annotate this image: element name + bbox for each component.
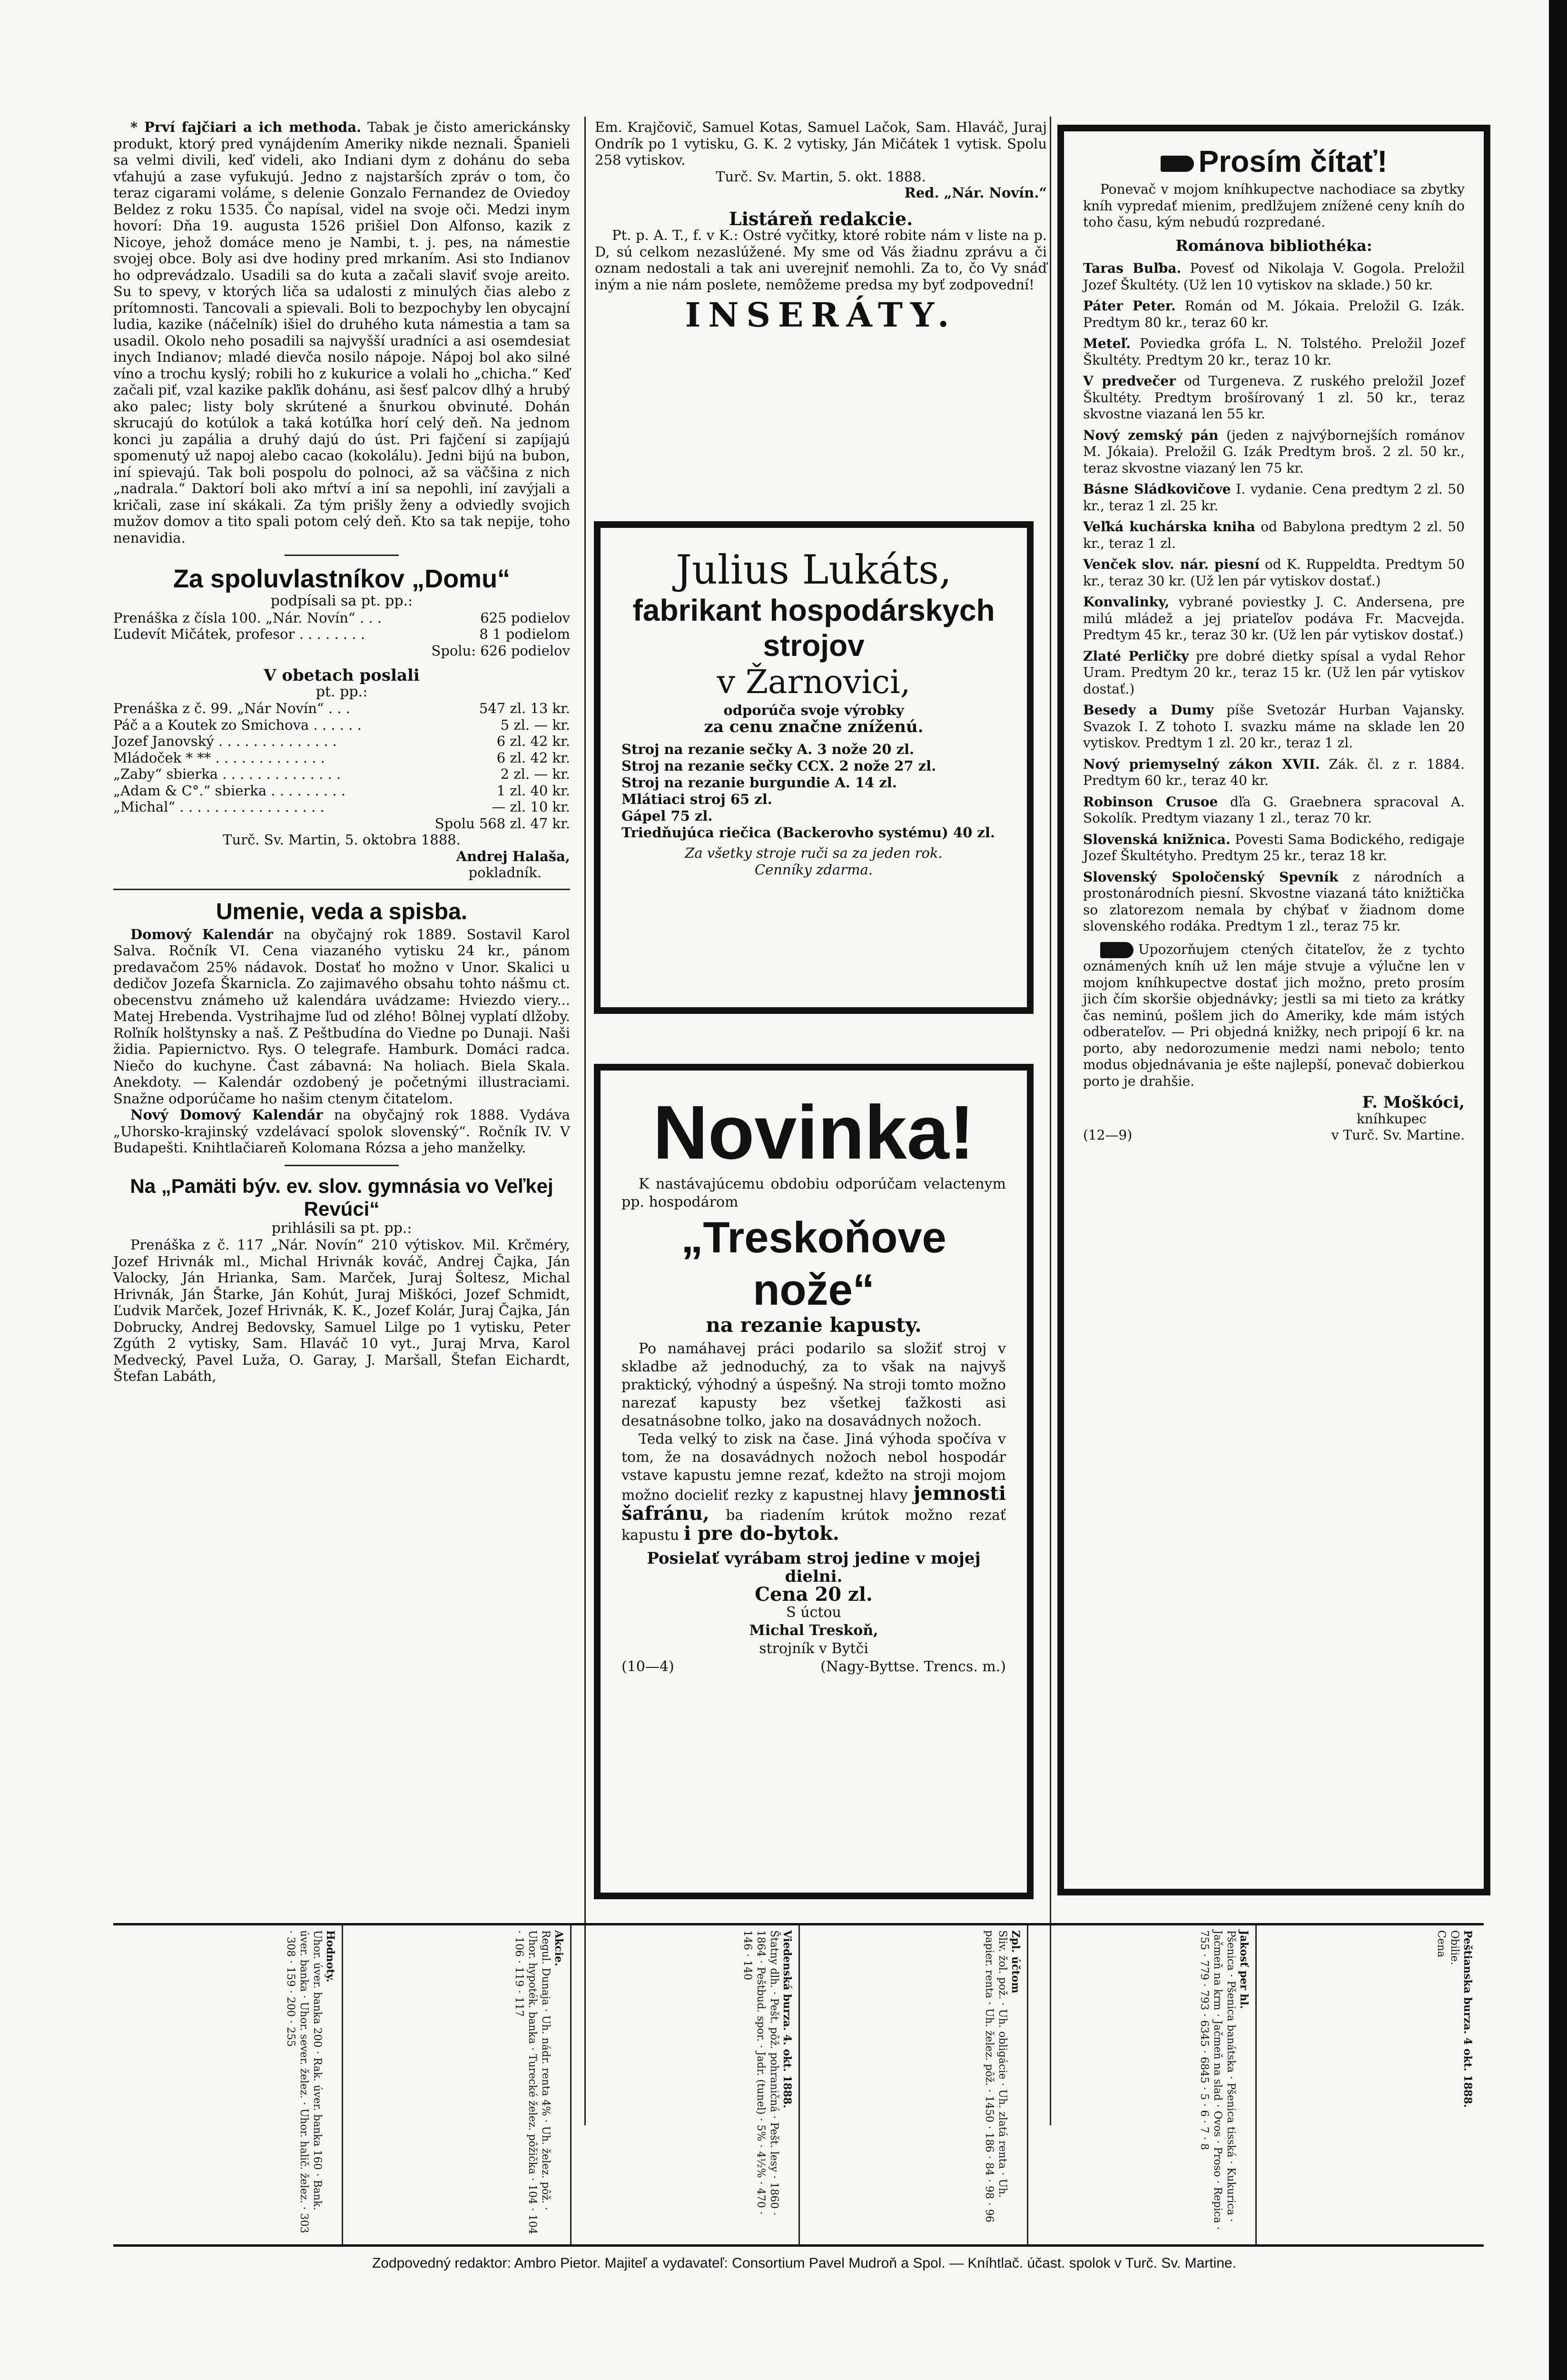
moskoci-role: kníhkupec — [1356, 1111, 1427, 1127]
table-col-pest: Peštianska burza. 4 okt. 1888. Obilie. Cena — [1435, 1930, 1474, 2108]
prosim-title: Prosím čítať! — [1083, 153, 1465, 172]
novinka-posting: Posielať vyrábam stroj jedine v mojej dielni. — [647, 1549, 981, 1586]
col2-place: Turč. Sv. Martin, 5. okt. 1888. — [716, 168, 926, 185]
novinka-greeting: S úctou — [786, 1604, 841, 1621]
tobacco-article — [113, 119, 570, 546]
divider — [285, 555, 399, 556]
list-item: V predvečer od Turgeneva. Z ruského preložil Jozef Škultéty. Predtym brošírovaný 1 zl. 50 kr., teraz skvostne viazaná len 55 kr. — [1083, 373, 1465, 422]
list-item: Prenáška z č. 99. „Nár Novín“ . . . 547 zl. 13 kr. — [113, 700, 570, 716]
prosim-intro: Ponevač v mojom kníhkupectve nachodiace sa zbytky kníh vypredať mienim, predlžujem znížené ceny kníh do toho času, kým nebudú rozpredané. — [1083, 181, 1465, 230]
table-col-akcie: Akcie. Regul. Dunaja · Uh. nádr. renta 4% · Uh. želez. pôž. · Uhor. hypoték. banka · Turecké želez. pôžička · 104 · 104 · 106 · 119 · 117 — [513, 1930, 565, 2234]
list-item: Prenáška z čísla 100. „Nár. Novín“ . . . 625 podielov — [113, 609, 570, 626]
umenie-p1: Domový Kalendár na obyčajný rok 1889. Sostavil Karol Salva. Ročník VI. Cena viazaného vytisku 24 kr., pánom predavačom 25% nádavok. Dostať ho možno v Unor. Skalici u dedičov Jozefa Škarnicla. Zo zajimavého obsahu tohto nášmu ct. obecenstvu známeho už kalendára uvádzame: Hviezdo viery... Matej Hrebenda. Vystrihajme ľud od zlého! Bôlnej vyplatí dlžoby. Roľník holštynsky a naš. Z Peštbudína do Viedne po Dunaji. Naši židia. Papiernictvo. Rys. O telegrafe. Hamburk. Domáci radca. Niečo do kuchyne. Čast zábavná: Na holiach. Biela Skala. Anekdoty. — Kalendár ozdobený je početnými illustraciami. Snažne odporúčame ho našim ctenym čitatelom. — [113, 926, 571, 1107]
list-item: Páč a a Koutek zo Smichova . . . . . . 5 zl. — kr. — [113, 716, 570, 733]
novinka-text2: Teda velký to zisk na čase. Jiná výhoda spočíva v tom, že na dosavádnych nožoch nebol hospodár vstave kapustu jemne rezať, kdežto na stroji mojom možno docieliť rezky z kapustnej hlavy jemnosti šafránu, ba riadením krútok možno rezať kapustu i pre do-bytok. — [621, 1431, 1006, 1545]
imprint-footer: Zodpovedný redaktor: Ambro Pietor. Majiteľ a vydavateľ: Consortium Pavel Mudroň a Spol. — Kníhtlač. účast. spolok v Turč. Sv. Martine. — [372, 2255, 1237, 2271]
list-item: Páter Peter. Román od M. Jókaia. Preložil G. Izák. Predtym 80 kr., teraz 60 kr. — [1083, 298, 1465, 330]
library-title: Románova bibliothéka: — [1175, 236, 1372, 255]
list-item: „Zaby“ sbierka . . . . . . . . . . . . . . 2 zl. — kr. — [113, 766, 570, 782]
column-left — [113, 119, 570, 1385]
obetach-role: pokladník. — [468, 864, 542, 881]
column-middle — [595, 119, 1047, 335]
table-col-zpl: Zpl. účtom Sliv. žol. pož. · Uh. obligácie · Uh. zlatá renta · Uh. papier. renta · Uh. želez. pôž. · 1450 · 186 · 84 · 98 · 96 — [983, 1930, 1022, 2222]
tobacco-text: Tabak je čisto americkánsky produkt, ktorý pred vynájdením Ameriky nikde neznali. Španieli sa velmi divili, keď videli, ako Indiani dym z dohánu do seba vťahujú a zase vyfukujú. Jedno z najstarších zpráv o tom, čo teraz cigarami voláme, s delenie Gonzalo Fernandez de Oviedoy Beldez z roku 1535. Čo napísal, videl na svoje oči. Medzi inym hovorí: Dňa 19. augusta 1526 prišiel Don Alfonso, kazik z Nicoye, jehož domáce meno je Nambi, t. j. pes, na námestie svojej obce. Boly asi dve hodiny pred mrkaním. Asi sto Indianov ho odprevádzalo. Usadili sa do kuta a začali slaviť svoje areito. Su to spevy, v ktorých liča sa udalosti z minulých čias alebo z prítomnosti. Tancovali a spievali. Boli to bezpochyby len obycajní ludia, kazike (náčelník) išiel do druhého kuta námestia a tam sa usadil. Okolo neho posadili sa najvyšší uradníci a asi osemdesiat inych Indianov; mladé dievča nosilo nápoje. Nápoj bol ako silné víno a trochu kyslý; robili ho z kukurice a volali ho „chicha.“ Keď začali piť, vzal kazike pakľik dohánu, asi šesť palcov dlhý a hrubý ako palec; listy boly skrútené a šnurkou obvinuté. Dohán skrucajú do kotúlok a taká kotúľka horí celý deň. Na jednom konci ju zapália a druhý dajú do úst. Pri fajčení si zapíjajú spomenutý už napoj alebo cacao (kokolálu). Jedni bijú na bubon, iní spievajú. Tak boli pospolu do polnoci, až sa väčšina z nich „nadrala.“ Daktorí boli ako mŕtví a iní sa nepohli, iní zavýjali a kričali, zase iní skákali. Za tým prišly ženy a odviedly svojich mužov domov a tito spali potom celý deň. Kto sa tak nepije, toho nenavidia. — [113, 119, 570, 546]
list-item: Robinson Crusoe dľa G. Graebnera spracoval A. Sokolík. Predtym viazany 1 zl., teraz 70 kr. — [1083, 793, 1465, 826]
list-item: Taras Buľba. Povesť od Nikolaja V. Gogola. Preložil Jozef Škultéty. (Už len 10 vytiskov na sklade.) 50 kr. — [1083, 260, 1465, 293]
list-item: Nový zemský pán (jeden z najvýbornejších románov M. Jókaia). Preložil G. Izák Predtym broš. 2 zl. 50 kr., teraz skvostne viazaný len 75 kr. — [1083, 427, 1465, 476]
list-item: Zlaté Perličky pre dobré dietky spísal a vydal Rehor Uram. Predtym 20 kr., teraz 15 kr. (Už len pár vytiskov dostať.) — [1083, 648, 1465, 697]
list-item: Veľká kuchárska kniha od Babylona predtym 2 zl. 50 kr., teraz 1 zl. — [1083, 519, 1465, 551]
pamati-continued: Em. Krajčovič, Samuel Kotas, Samuel Lačok, Sam. Hlaváč, Juraj Ondrík po 1 vytisku, G. K. 2 vytisky, Ján Mičátek 1 vytisk. Spolu 258 vytiskov. — [595, 119, 1047, 168]
market-table — [113, 1923, 1484, 2247]
pamati-subtitle: prihlásili sa pt. pp.: — [271, 1220, 412, 1237]
moskoci-ad — [1057, 125, 1490, 1895]
inseraty-title: INSERÁTY. — [685, 295, 957, 335]
list-item: Gápel 75 zl. — [621, 808, 713, 824]
novinka-product: „Treskoňove nože“ — [681, 1213, 946, 1314]
list-item: Ľudevít Mičátek, profesor . . . . . . . . 8 1 podielom — [113, 626, 570, 642]
pamati-title: Na „Pamäti býv. ev. slov. gymnásia vo Veľkej Revúci“ — [130, 1174, 553, 1220]
obetach-place: Turč. Sv. Martin, 5. oktobra 1888. — [223, 832, 461, 848]
list-item: Nový priemyselný zákon XVII. Zák. čl. z r. 1884. Predtym 60 kr., teraz 40 kr. — [1083, 756, 1465, 789]
list-item: Konvalinky, vybrané poviestky J. C. Andersena, pre milú mládež a jej priateľov podáva Fr. Macvejda. Predtym 45 kr., teraz 30 kr. (Už len pár vytiskov dostať.) — [1083, 594, 1465, 643]
divider — [113, 889, 570, 890]
novinka-price: Cena 20 zl. — [755, 1583, 873, 1606]
list-item: Stroj na rezanie sečky A. 3 nože 20 zl. — [621, 741, 915, 757]
novinka-purpose: na rezanie kapusty. — [706, 1313, 922, 1337]
domu-subtitle: podpísali sa pt. pp.: — [270, 593, 413, 609]
list-item: Venček slov. nár. piesní od K. Ruppeldta. Predtym 50 kr., teraz 30 kr. (Už len pár vytiskov dostať.) — [1083, 556, 1465, 589]
list-item: Meteľ. Poviedka grófa L. N. Tolstého. Preložil Jozef Škultéty. Predtym 20 kr., teraz 10 kr. — [1083, 336, 1465, 368]
umenie-p2: Nový Domový Kalendár na obyčajný rok 1888. Vydáva „Uhorsko-krajinský vzdelávací spolok slovenský“. Ročník IV. V Budapešti. Knihtlačiareň Kolomana Rózsa a jeho manželky. — [113, 1107, 571, 1156]
column-rule — [584, 117, 586, 2125]
moskoci-footer: (12—9) v Turč. Sv. Martine. — [1083, 1127, 1465, 1143]
list-item: Stroj na rezanie burgundie A. 14 zl. — [621, 774, 897, 791]
listaren-text: Pt. p. A. T., f. v K.: Ostré vyčitky, ktoré robite nám v liste na p. D, sú celkom nezaslúžené. My sme od Vás žiadnu zprávu a či oznam nedostali a tak ani uverejniť nemohli. Za to, čo Vy snáď iným a nie nám poslete, nemôžeme predsa my byť zodpovední! — [595, 227, 1047, 293]
novinka-ad — [594, 1064, 1034, 1899]
table-col-hodnoty: Hodnoty. Uhor. úver. banka 200 · Rak. úver. banka 160 · Bank. úver. banka · Uhor. sever. želez. · Uhor. halič. želez. · 303 · 308 · 159 · 200 · 255 — [285, 1930, 336, 2233]
lukats-place: v Žarnovici, — [717, 664, 911, 701]
novinka-maker: Michal Treskoň, — [749, 1622, 878, 1639]
lukats-ad — [594, 521, 1034, 1014]
moskoci-signer: F. Moškóci, — [1362, 1093, 1465, 1112]
list-item: Slovenský Spoločenský Spevník z národních a prostonárodních piesní. Skvostne viazaná táto knižtička so zlatorezom nemala by chýbať v žiadnom dome slovenského rodáka. Predtym 1 zl., teraz 75 kr. — [1083, 869, 1465, 934]
domu-total: Spolu: 626 podielov — [431, 642, 570, 659]
divider — [285, 1165, 399, 1166]
obetach-total: Spolu 568 zl. 47 kr. — [434, 815, 570, 832]
table-col-viedenska: Viedenská burza. 4. okt. 1888. Štatny dlh. · Pešt. pôž. pohraničná · Pešt. lesy · 1860 · 1864 · Peštbud. spor. · Jadr. (tunel) · 5% · 4½% · 470 · 146 · 140 — [741, 1930, 793, 2216]
list-item: Stroj na rezanie sečky CCX. 2 nože 27 zl. — [621, 758, 936, 774]
lukats-pricelist: Cenníky zdarma. — [754, 862, 873, 878]
list-item: Mlátiaci stroj 65 zl. — [621, 791, 772, 807]
lukats-guarantee: Za všetky stroje ruči sa za jeden rok. — [685, 845, 943, 861]
list-item: Jozef Janovský . . . . . . . . . . . . . . 6 zl. 42 kr. — [113, 733, 570, 749]
list-item: „Adam & C°.“ sbierka . . . . . . . . . 1 zl. 40 kr. — [113, 782, 570, 799]
obetach-subtitle: pt. pp.: — [315, 683, 368, 700]
obetach-signer: Andrej Halaša, — [456, 848, 570, 864]
novinka-text1: Po namáhavej práci podarilo sa složiť stroj v skladbe až jednoduchý, za to však na najvyš praktický, výhodný a úspešný. Na stroji tomto možno narezať kapusty bez všetkej ťažkosti asi desatnásobne tolko, jako na dosavádnych nožoch. — [621, 1340, 1006, 1429]
pamati-text: Prenáška z č. 117 „Nár. Novín“ 210 výtiskov. Mil. Krčméry, Jozef Hrivnák ml., Michal Hrivnák kováč, Andrej Čajka, Ján Valocky, Ján Hrianka, Sam. Marček, Juraj Šoltesz, Michal Hrivnák, Ján Štarke, Ján Kohút, Juraj Miškóci, Jozef Schmidt, Ľudvik Marček, Jozef Hrivnák, K. K., Jozef Kolár, Juraj Čajka, Ján Dobrucky, Andrej Bedovsky, Samuel Lilge po 1 vytisku, Peter Zgúth 2 vytisky, Sam. Hlaváč 10 vyt., Juraj Mrva, Karol Medvecký, Pavel Luža, O. Garay, J. Maršall, Štefan Eichardt, Štefan Labáth, — [113, 1237, 570, 1384]
tobacco-title: * Prví fajčiari a ich methoda. — [130, 119, 362, 135]
list-item: Básne Sládkovičove I. vydanie. Cena predtym 2 zl. 50 kr., teraz 1 zl. 25 kr. — [1083, 481, 1465, 514]
table-col-obilie: Jakosť per hl. Pšenica · Pšenica banátska · Pšenica tisská · Kukurica · Jačmeň na krm · Jačmeň na slad · Ovos · Proso · Repica · 755 · 779 · 793 · 6345 · 6845 · 5 · 6 · 7 · 8 — [1198, 1930, 1250, 2230]
novinka-role: strojník v Bytči — [759, 1640, 868, 1657]
list-item: Slovenská knižnica. Povesti Sama Bodického, redigaje Jozef Škultétyho. Predtym 25 kr., teraz 18 kr. — [1083, 831, 1465, 864]
col2-red: Red. „Nár. Novín.“ — [904, 185, 1047, 201]
moskoci-notice: Upozorňujem ctených čitateľov, že z tychto oznámených kníh už len máje stvuje a výlučne len v mojom kníhkupectve dostať jich možno, preto prosím jich čím skoršie objednávky; jestli sa mi tieto za krátky čas neminú, pošlem jich do Ameriky, kde mám istých odberateľov. — Pri objedná knižky, nech pripojí 6 kr. na porto, aby nedorozumenie medzi nami nebolo; tento modus objednávania je ešte najlepší, ponevač dobierkou porto je drahšie. — [1083, 941, 1465, 1089]
lukats-price-note: za cenu značne zníženú. — [704, 717, 924, 736]
list-item: Besedy a Dumy píše Svetozár Hurban Vajansky. Svazok I. Z tohoto I. svazku máme na sklade len 20 vytiskov. Predtym 1 zl. 20 kr., teraz 1 zl. — [1083, 702, 1465, 751]
novinka-title: Novinka! — [653, 1090, 975, 1175]
list-item: „Michal“ . . . . . . . . . . . . . . . . . — zl. 10 kr. — [113, 799, 570, 815]
domu-title: Za spoluvlastníkov „Domu“ — [173, 565, 511, 593]
list-item: Triedňujúca riečica (Backerovho systému) 40 zl. — [621, 824, 995, 841]
column-rule — [1050, 117, 1051, 2125]
page-edge — [1549, 0, 1567, 2380]
umenie-title: Umenie, veda a spisba. — [216, 899, 468, 924]
lukats-firm: fabrikant hospodárskych strojov — [632, 593, 995, 663]
novinka-intro: K nastávajúcemu obdobiu odporúčam velactenym pp. hospodárom — [621, 1176, 1006, 1210]
lukats-name: Julius Lukáts, — [676, 546, 952, 593]
listaren-title: Listáreň redakcie. — [729, 208, 913, 229]
novinka-footer: (10—4) (Nagy-Byttse. Trencs. m.) — [621, 1658, 1006, 1675]
pointing-hand-icon — [1100, 942, 1133, 958]
list-item: Mládoček * ** . . . . . . . . . . . . . 6 zl. 42 kr. — [113, 749, 570, 766]
lukats-recommend: odporúča svoje výrobky — [723, 702, 904, 718]
obetach-title: V obetach poslali — [264, 666, 420, 685]
pointing-hand-icon — [1161, 156, 1194, 172]
